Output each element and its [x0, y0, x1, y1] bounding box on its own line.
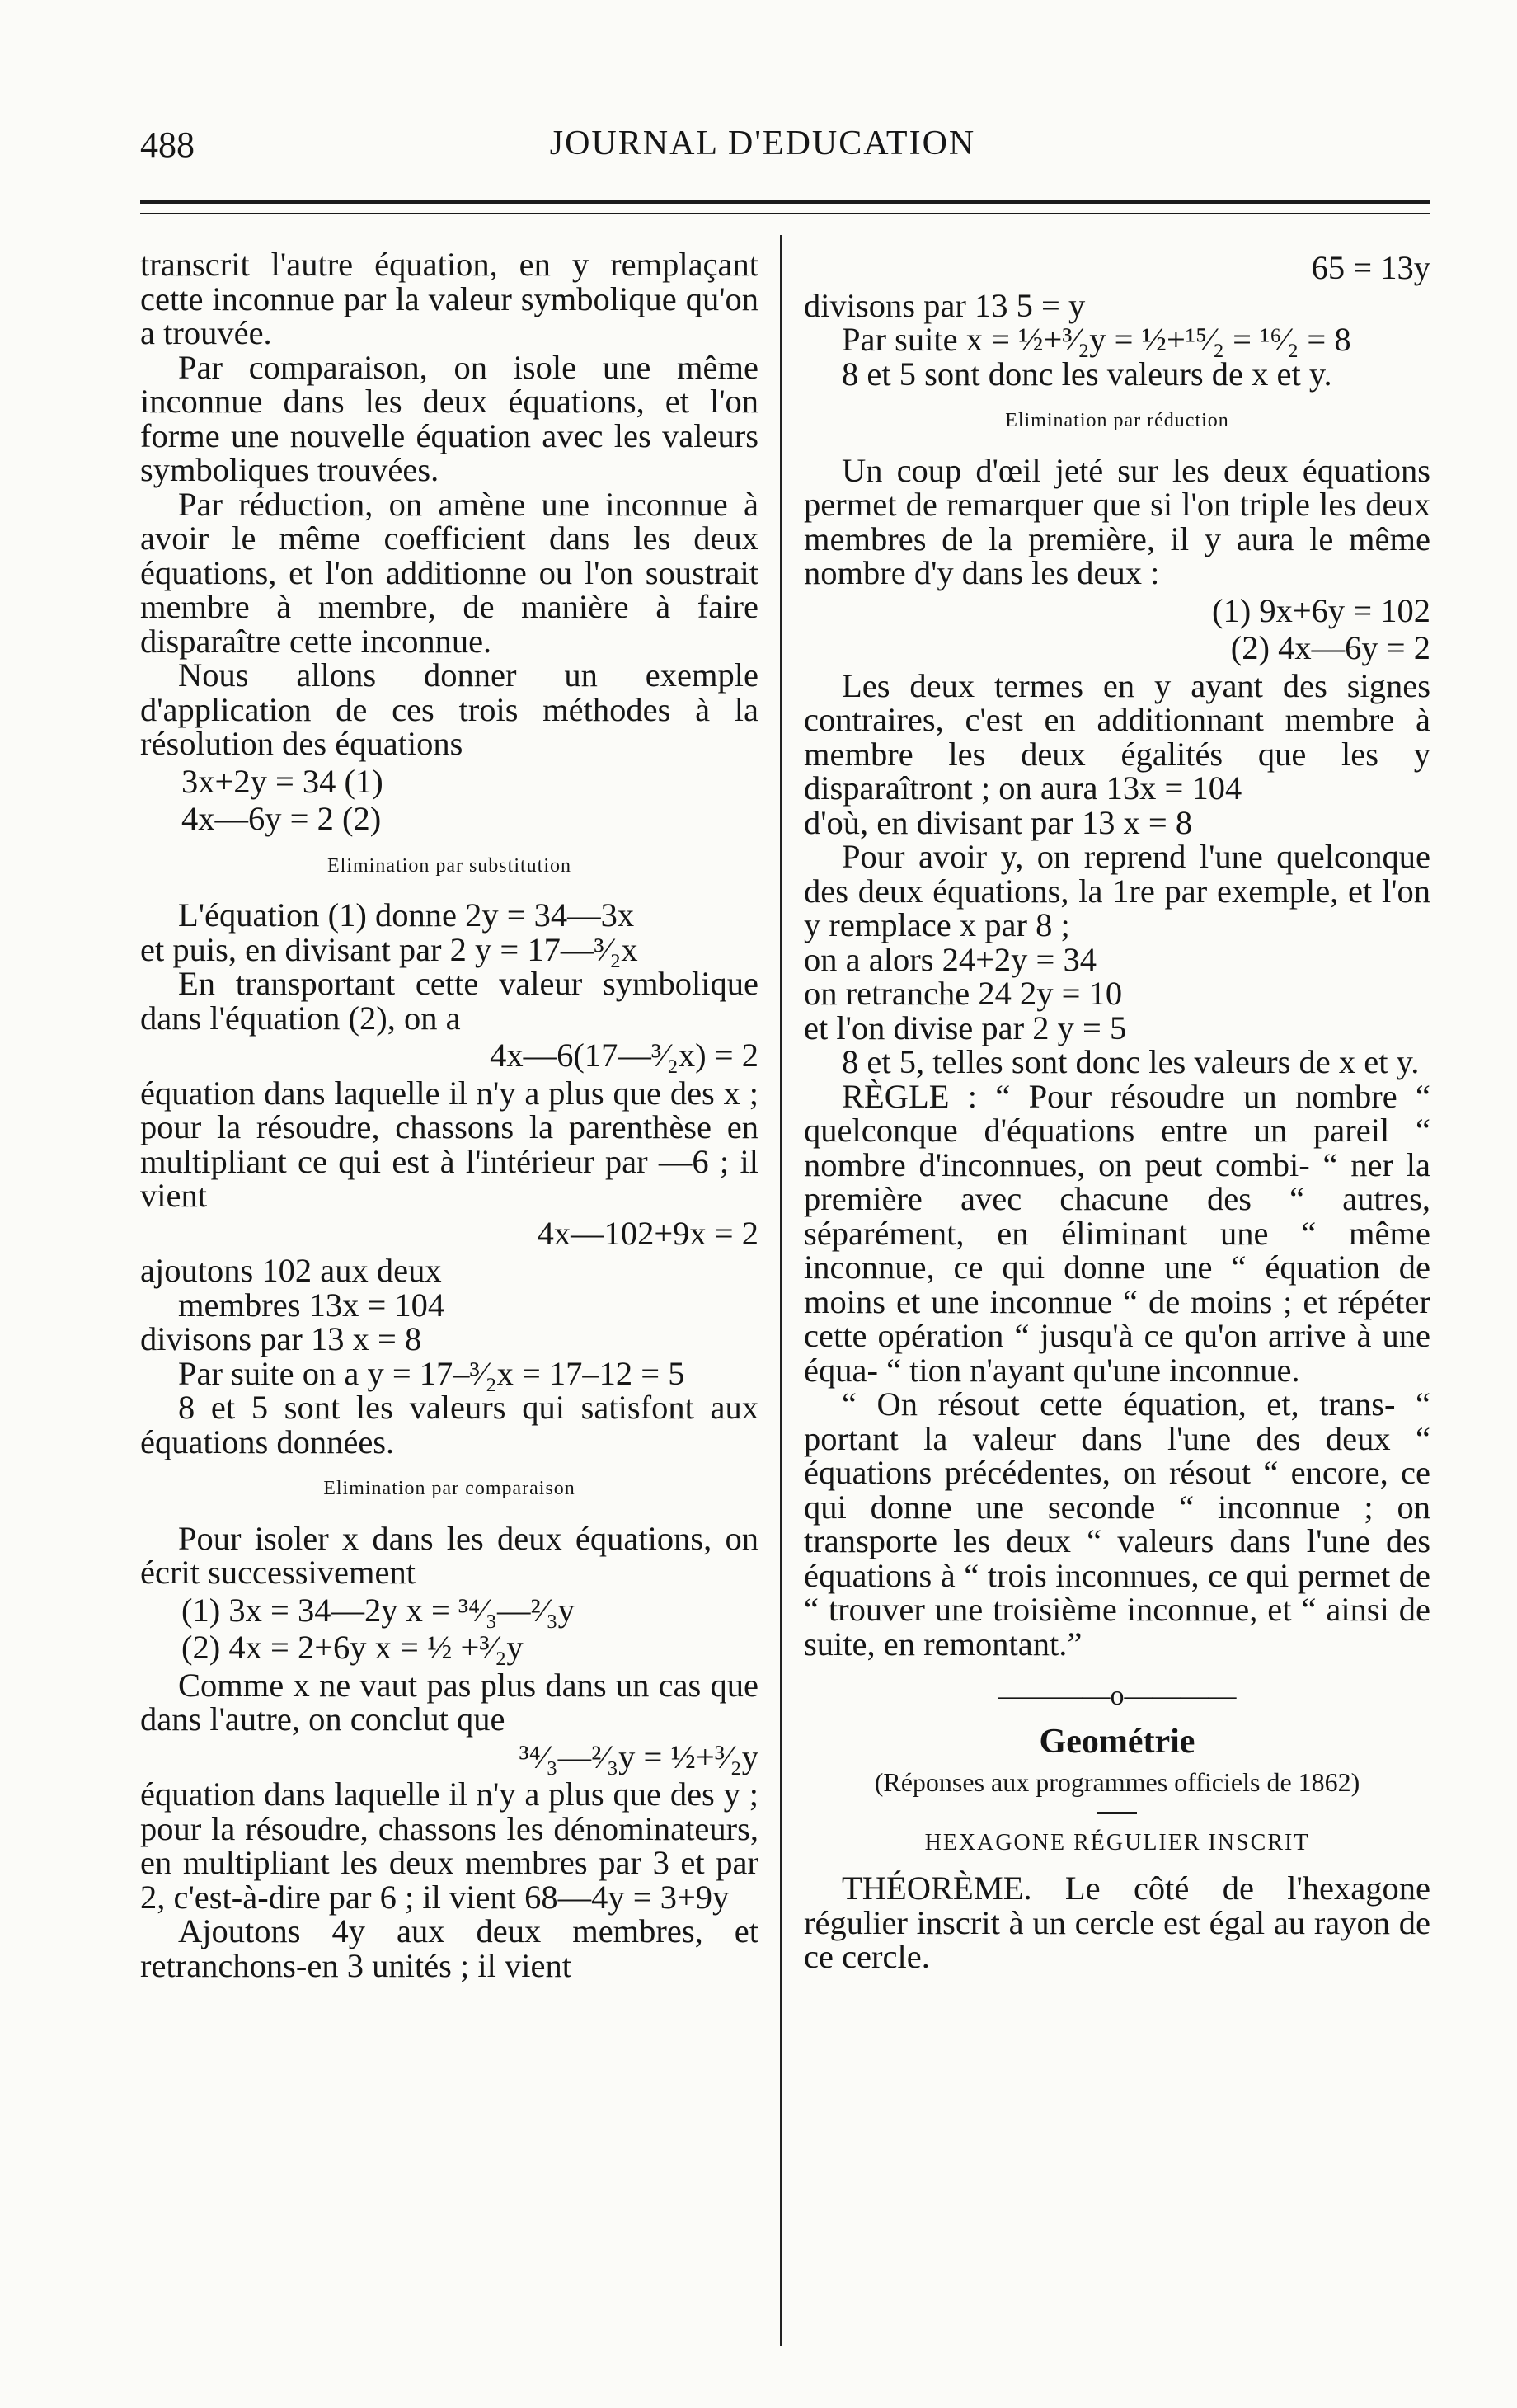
paragraph: En transportant cette valeur symbolique dans l'équation (2), on a: [140, 965, 758, 1037]
paragraph: Par suite on a y = 17–³⁄₂x = 17–12 = 5: [178, 1354, 685, 1392]
equation: 3x+2y = 34 (1): [181, 762, 383, 800]
section-subheading: Elimination par comparaison: [323, 1478, 575, 1499]
paragraph: Pour avoir y, on reprend l'une quelconque des deux équations, la 1re par exemple, et l'on y remplace x par 8 ;: [804, 838, 1430, 943]
equation: 65 = 13y: [1311, 249, 1430, 286]
paragraph: THÉORÈME. Le côté de l'hexagone régulier inscrit à un cercle est égal au rayon de ce cercle.: [804, 1869, 1430, 1975]
section-separator: ————o————: [998, 1681, 1237, 1711]
section-subheading: Elimination par substitution: [327, 854, 571, 877]
section-subheading: Elimination par réduction: [1005, 410, 1229, 431]
paragraph: Pour isoler x dans les deux équations, on écrit successivement: [140, 1519, 758, 1591]
paragraph: Par réduction, on amène une inconnue à avoir le même coefficient dans les deux équations, et l'on additionne ou l'on soustrait membre à membre, de manière à faire disparaître cette inconnue.: [140, 485, 758, 660]
paragraph: d'où, en divisant par 13 x = 8: [804, 803, 1193, 841]
page-number: 488: [140, 125, 195, 165]
equation: 4x—102+9x = 2: [537, 1214, 758, 1252]
equation: (2) 4x = 2+6y x = ½ +³⁄₂y: [181, 1629, 524, 1666]
paragraph: ajoutons 102 aux deux: [140, 1252, 442, 1289]
paragraph: Un coup d'œil jeté sur les deux équations permet de remarquer que si l'on triple les deux membres de la première, il y aura le même nombre d'y dans les deux :: [804, 451, 1430, 591]
paragraph: divisons par 13 5 = y: [804, 286, 1086, 324]
paragraph: divisons par 13 x = 8: [140, 1320, 422, 1357]
paragraph: équation dans laquelle il n'y a plus que des y ; pour la résoudre, chassons les dénominateurs, en multipliant les deux membres par 3 et par 2, c'est-à-dire par 6 ; il vient 68—4y = 3+9y: [140, 1775, 758, 1916]
column-divider: [780, 235, 782, 2346]
paragraph: 8 et 5 sont donc les valeurs de x et y.: [842, 355, 1332, 393]
paragraph: on a alors 24+2y = 34: [804, 940, 1097, 978]
paragraph: 8 et 5 sont les valeurs qui satisfont aux équations données.: [140, 1389, 758, 1460]
paragraph: transcrit l'autre équation, en y remplaçant cette inconnue par la valeur symbolique qu'on a trouvée.: [140, 246, 758, 351]
equation: 4x—6y = 2 (2): [181, 800, 382, 837]
paragraph: Comme x ne vaut pas plus dans un cas que dans l'autre, on conclut que: [140, 1666, 758, 1738]
left-column: [140, 247, 758, 1982]
paragraph: et puis, en divisant par 2 y = 17—³⁄₂x: [140, 930, 638, 968]
paragraph: Nous allons donner un exemple d'application de ces trois méthodes à la résolution des équations: [140, 656, 758, 762]
paragraph: Par comparaison, on isole une même inconnue dans les deux équations, et l'on forme une nouvelle équation avec les valeurs symboliques trouvées.: [140, 348, 758, 488]
header-rule-thin: [140, 213, 1430, 214]
paragraph: 8 et 5, telles sont donc les valeurs de x et y.: [842, 1043, 1420, 1080]
page-header: [140, 124, 1385, 173]
paragraph: on retranche 24 2y = 10: [804, 975, 1123, 1012]
equation: 4x—6(17—³⁄₂x) = 2: [490, 1037, 758, 1074]
short-rule: [1097, 1812, 1137, 1814]
running-title: JOURNAL D'EDUCATION: [549, 125, 976, 162]
paragraph: équation dans laquelle il n'y a plus que des x ; pour la résoudre, chassons la parenthèse en multipliant ce qui est à l'intérieur par —6 ; il vient: [140, 1074, 758, 1214]
paragraph: Les deux termes en y ayant des signes contraires, c'est en additionnant membre à membre les deux égalités que les y disparaîtront ; on aura 13x = 104: [804, 666, 1430, 807]
right-column: [804, 247, 1430, 1974]
equation: (1) 9x+6y = 102: [1211, 591, 1430, 629]
subsection-title: HEXAGONE RÉGULIER INSCRIT: [924, 1829, 1310, 1855]
paragraph: Par suite x = ½+³⁄₂y = ½+¹⁵⁄₂ = ¹⁶⁄₂ = 8: [842, 321, 1351, 358]
paragraph: RÈGLE : “ Pour résoudre un nombre “ quelconque d'équations entre un pareil “ nombre d'inconnues, on peut combi- “ ner la première avec chacune des “ autres, séparément, en éliminant une “ même inconnue, ce qui donne une “ équation de moins et une inconnue “ de moins ; et répéter cette opération “ jusqu'à ce qu'on arrive à une équa- “ tion n'ayant qu'une inconnue.: [804, 1077, 1430, 1389]
equation: (1) 3x = 34—2y x = ³⁴⁄₃—²⁄₃y: [181, 1591, 575, 1629]
paragraph: membres 13x = 104: [178, 1286, 445, 1324]
paragraph: “ On résout cette équation, et, trans- “ portant la valeur dans l'une des deux “ équations précédentes, on résout “ encore, ce qui donne une seconde “ inconnue ; on transporte les deux “ valeurs dans l'une des équations à “ trois inconnues, ce qui permet de “ trouver une troisième inconnue, et “ ainsi de suite, en remontant.”: [804, 1385, 1430, 1663]
paragraph: Ajoutons 4y aux deux membres, et retranchons-en 3 unités ; il vient: [140, 1912, 758, 1984]
equation: ³⁴⁄₃—²⁄₃y = ½+³⁄₂y: [519, 1738, 758, 1775]
section-title: Geométrie: [1039, 1722, 1195, 1761]
paragraph: L'équation (1) donne 2y = 34—3x: [178, 896, 635, 934]
paragraph: et l'on divise par 2 y = 5: [804, 1009, 1127, 1046]
header-rule-thick: [140, 200, 1430, 204]
equation: (2) 4x—6y = 2: [1230, 629, 1430, 666]
section-note: (Réponses aux programmes officiels de 1862): [874, 1767, 1360, 1797]
